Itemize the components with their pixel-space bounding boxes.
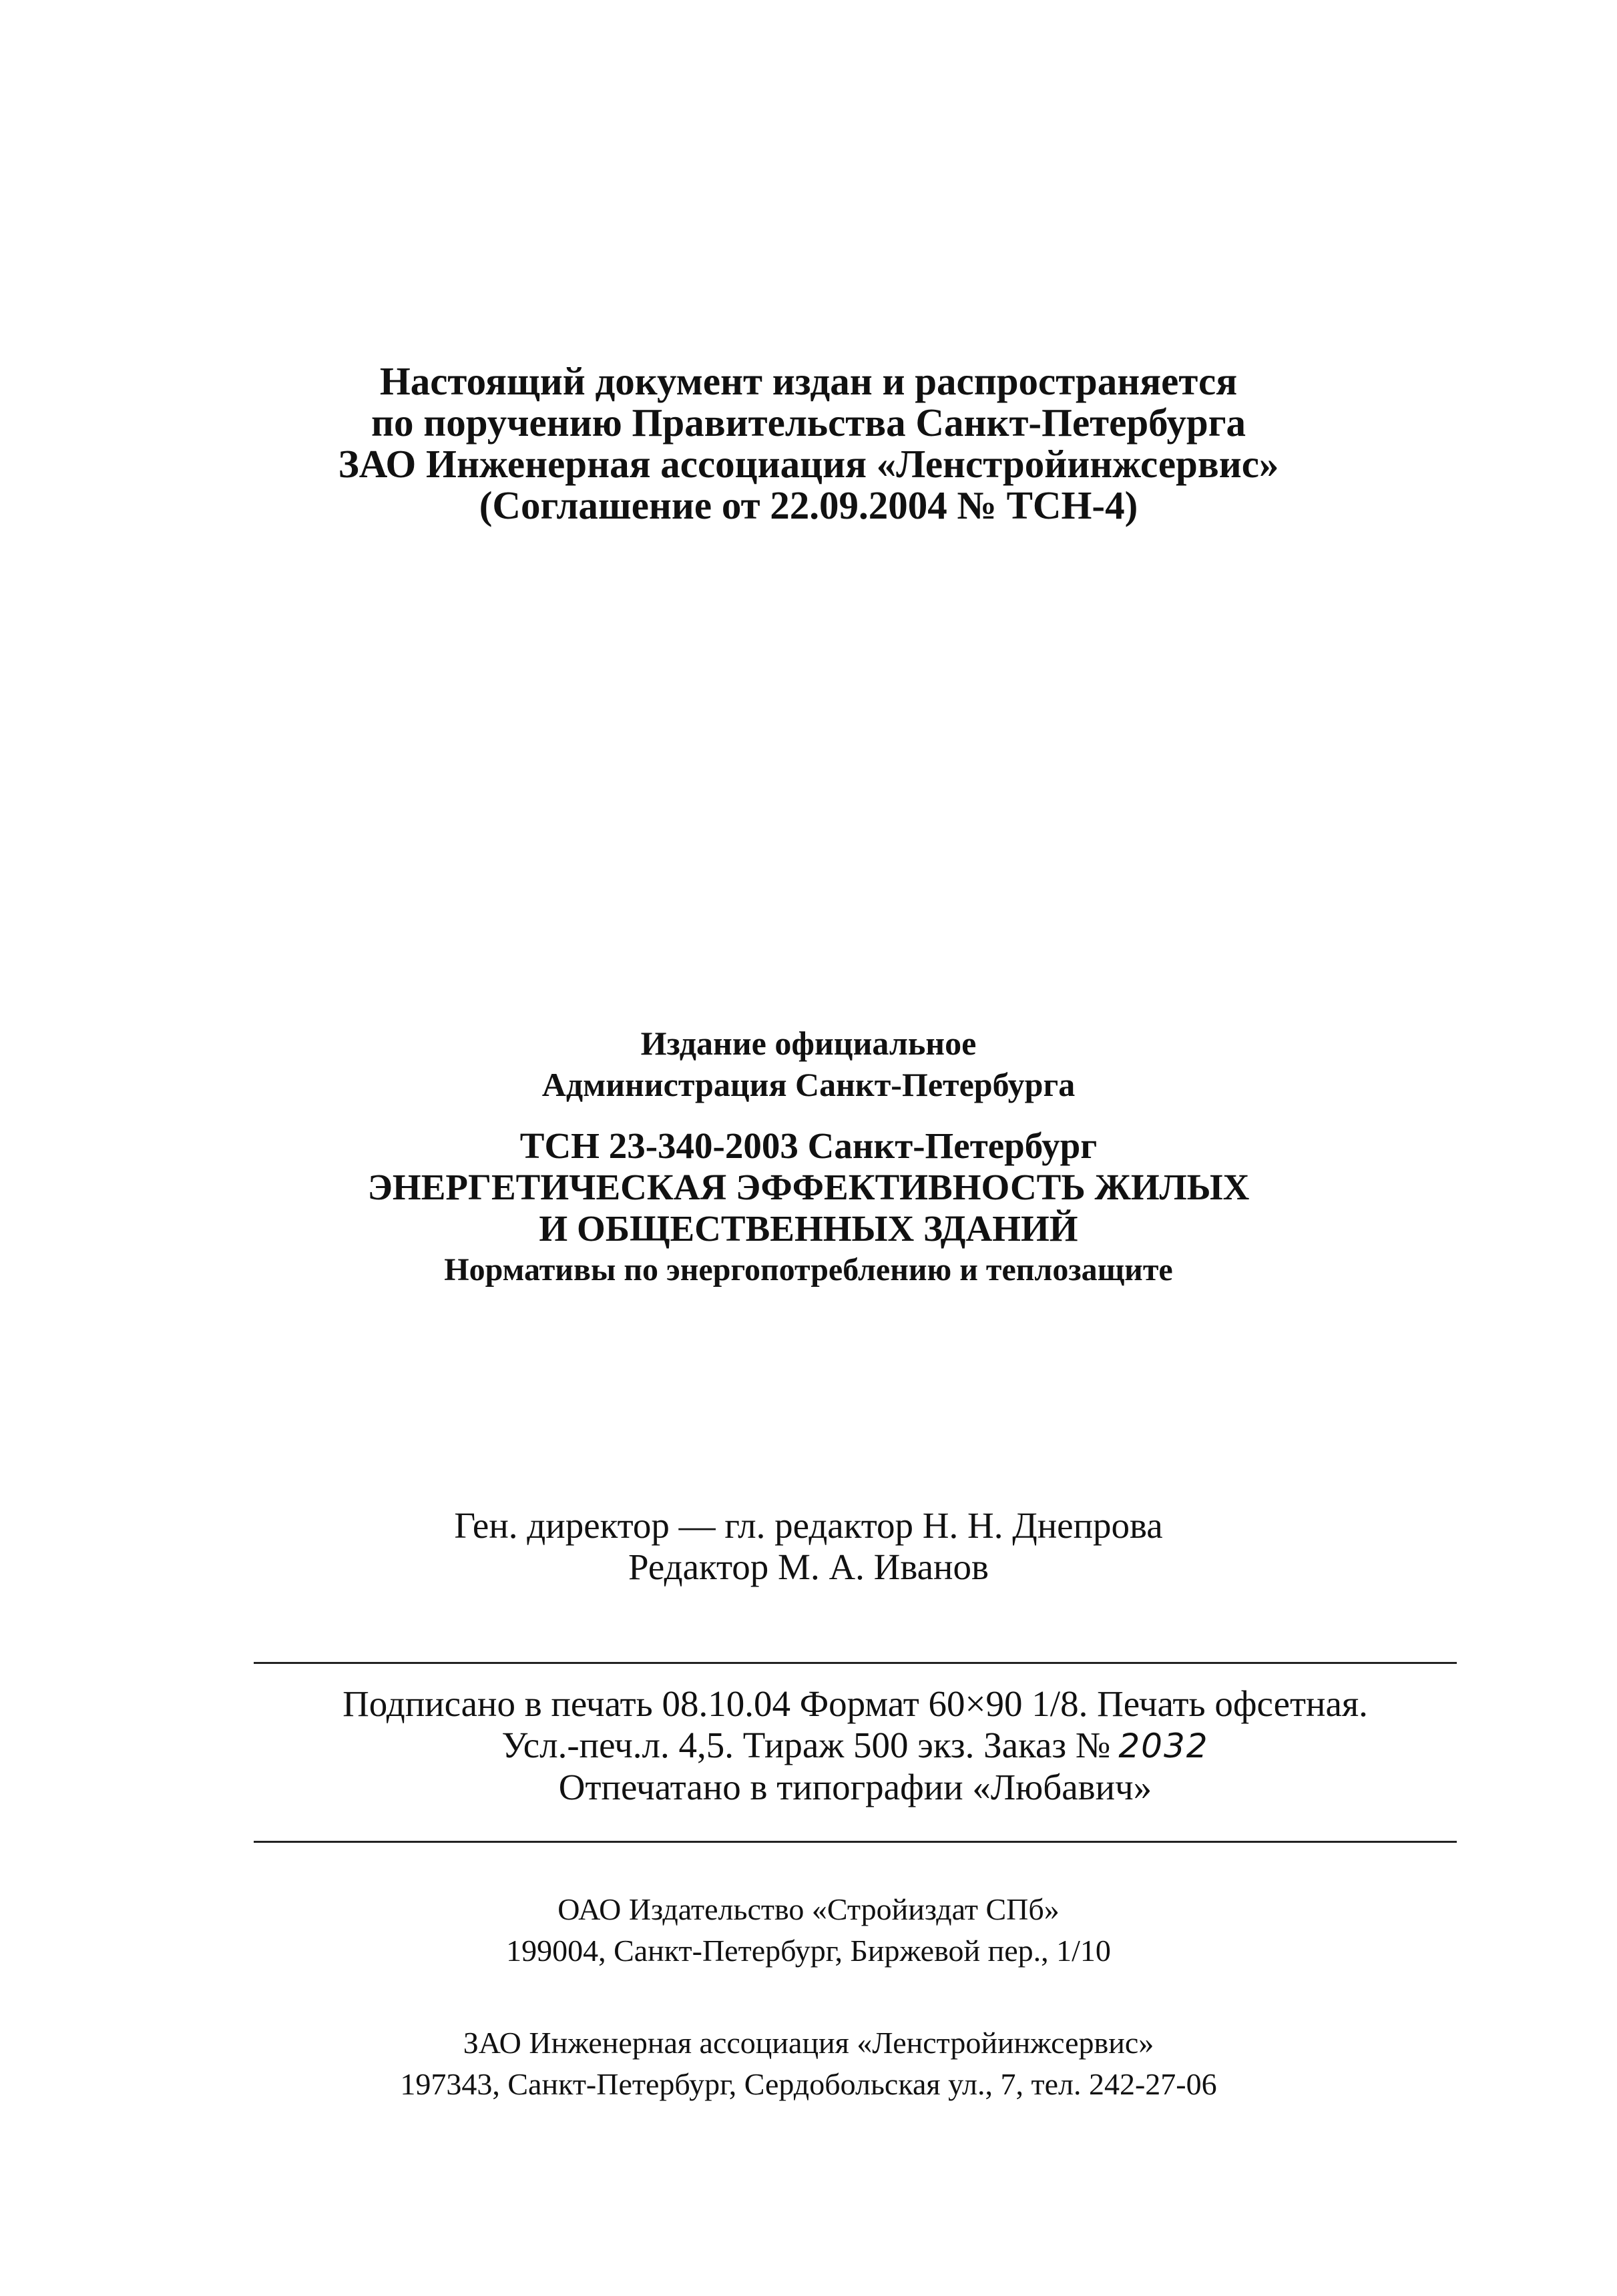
printing-house-line: Отпечатано в типографии «Любавич» (558, 1767, 1152, 1807)
official-edition-block (0, 1023, 1617, 1105)
order-number-handwritten: 2032 (1118, 1727, 1209, 1765)
standard-code: ТСН 23-340-2003 Санкт-Петербург (519, 1125, 1098, 1166)
association-info (0, 2022, 1617, 2105)
publisher-name: ОАО Издательство «Стройиздат СПб» (557, 1892, 1060, 1926)
notice-line: по поручению Правительства Санкт-Петербурга (371, 400, 1246, 445)
print-volume-line (254, 1725, 1457, 1767)
editor-credit: Редактор М. А. Иванов (628, 1546, 989, 1587)
edition-label: Издание официальное (640, 1025, 977, 1062)
publisher-address: 199004, Санкт-Петербург, Биржевой пер., 1/10 (506, 1934, 1111, 1968)
association-name: ЗАО Инженерная ассоциация «Ленстройинжсервис» (463, 2026, 1154, 2060)
distribution-notice (0, 360, 1617, 526)
publisher-info (0, 1889, 1617, 1972)
print-signed-line: Подписано в печать 08.10.04 Формат 60×90 1/8. Печать офсетная. (342, 1683, 1368, 1724)
print-volume-text: Усл.-печ.л. 4,5. Тираж 500 экз. Заказ № (501, 1725, 1111, 1765)
document-title-line-1: ЭНЕРГЕТИЧЕСКАЯ ЭФФЕКТИВНОСТЬ ЖИЛЫХ (367, 1167, 1250, 1207)
notice-line: ЗАО Инженерная ассоциация «Ленстройинжсервис» (338, 442, 1279, 486)
administration-label: Администрация Санкт-Петербурга (541, 1066, 1076, 1103)
print-info (254, 1683, 1457, 1808)
director-credit: Ген. директор — гл. редактор Н. Н. Днепрова (454, 1505, 1163, 1546)
standard-title-block (0, 1125, 1617, 1291)
document-title-line-2: И ОБЩЕСТВЕННЫХ ЗДАНИЙ (539, 1208, 1078, 1249)
notice-line: (Соглашение от 22.09.2004 № ТСН-4) (479, 483, 1138, 527)
divider-top (254, 1662, 1457, 1664)
divider-bottom (254, 1841, 1457, 1843)
document-subtitle: Нормативы по энергопотреблению и теплозащите (444, 1252, 1173, 1287)
association-address: 197343, Санкт-Петербург, Сердобольская ул., 7, тел. 242-27-06 (400, 2067, 1217, 2101)
editorial-staff (0, 1505, 1617, 1588)
notice-line: Настоящий документ издан и распространяется (379, 359, 1238, 403)
